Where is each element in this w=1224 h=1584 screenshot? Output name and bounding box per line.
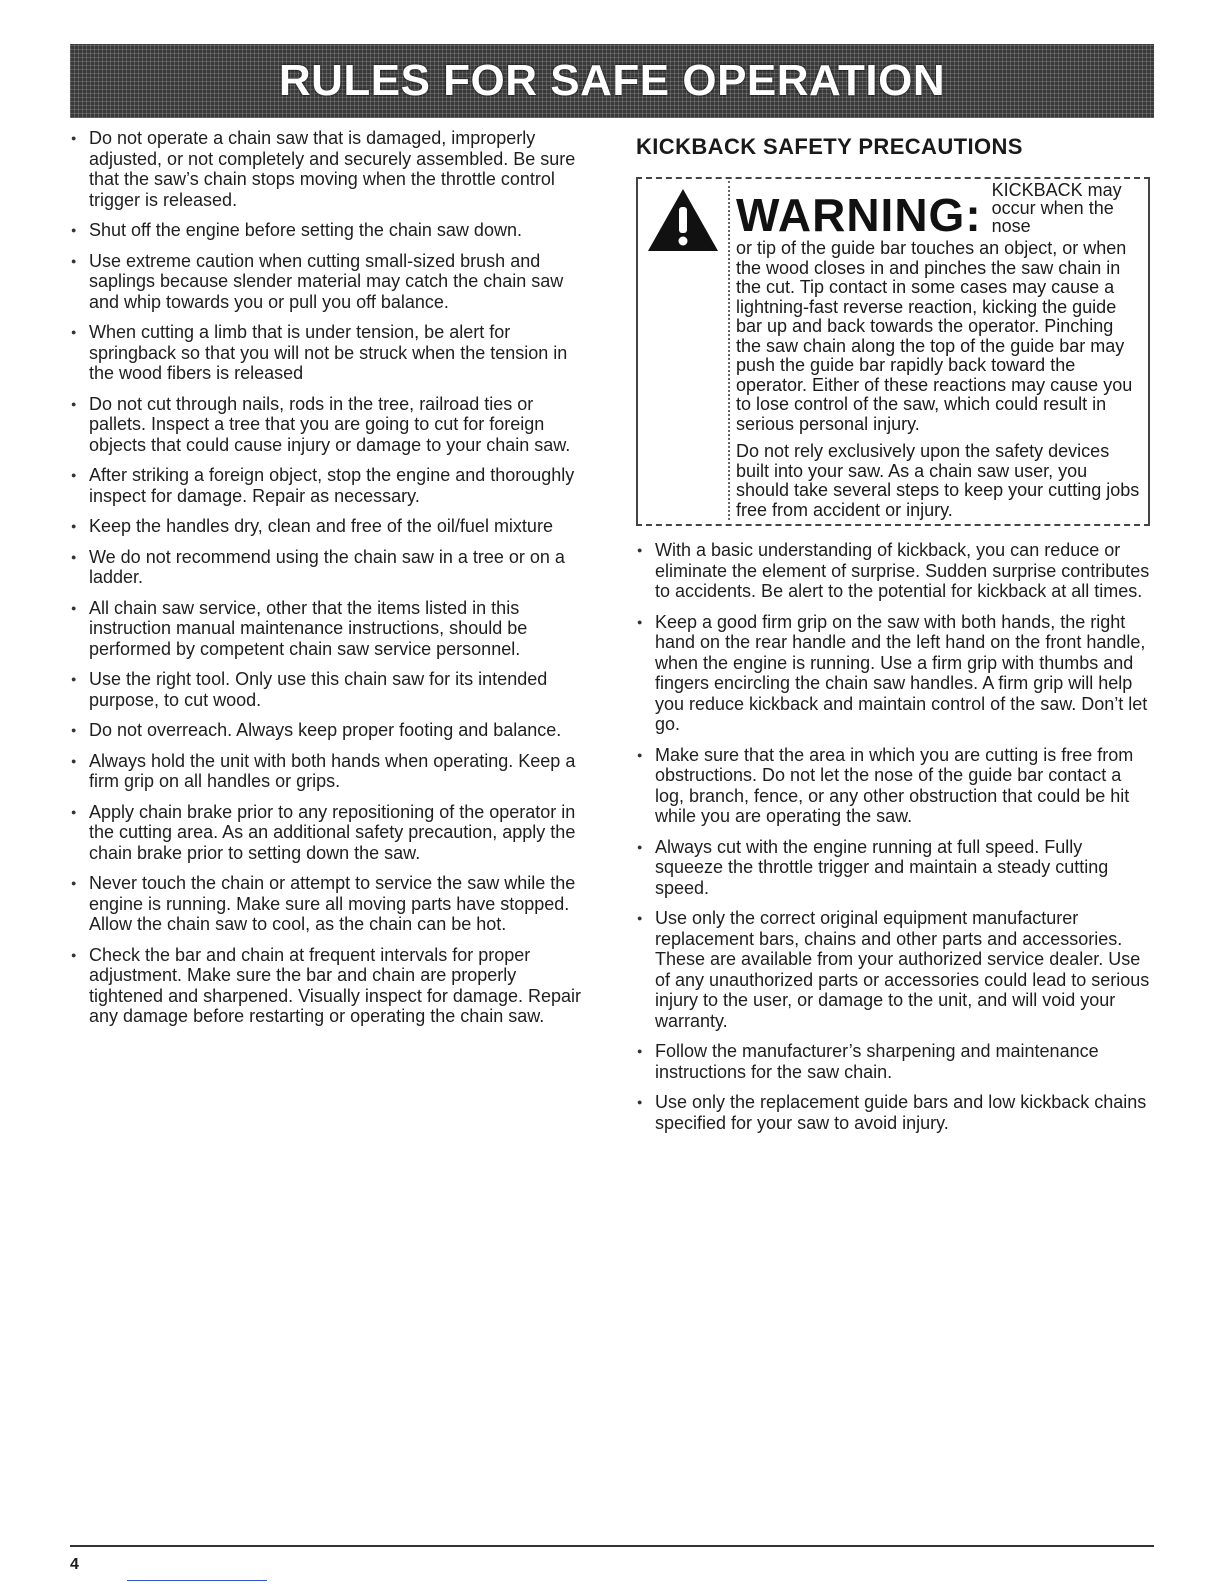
list-item: ● Check the bar and chain at frequent intervals for proper adjustment. Make sure the bar and chain are properly tightened and sharpened. Visually inspect for damage. Repair any damage before restarting or operating the chain saw.	[70, 945, 595, 1027]
list-item: ● Use the right tool. Only use this chain saw for its intended purpose, to cut wood.	[70, 669, 595, 710]
warning-text	[728, 181, 1142, 520]
warning-word: WARNING:	[736, 189, 982, 241]
list-item: ● Use only the replacement guide bars and low kickback chains specified for your saw to avoid injury.	[636, 1092, 1154, 1133]
list-item: ● When cutting a limb that is under tension, be alert for springback so that you will not be struck when the tension in the wood fibers is released	[70, 322, 595, 384]
safety-rules-list	[70, 128, 595, 1027]
page-number: 4	[70, 1556, 79, 1573]
left-column	[70, 128, 595, 1037]
warning-lead: KICKBACK may occur when the nose	[991, 180, 1122, 236]
list-item: ● Use only the correct original equipment manufacturer replacement bars, chains and other parts and accessories. These are available from your authorized service dealer. Use of any unauthorized parts or accessories could lead to serious injury to the user, or damage to the unit, and will void your warranty.	[636, 908, 1154, 1031]
list-item: ● Use extreme caution when cutting small-sized brush and saplings because slender material may catch the chain saw and whip towards you or pull you off balance.	[70, 251, 595, 313]
list-item: ● Follow the manufacturer’s sharpening and maintenance instructions for the saw chain.	[636, 1041, 1154, 1082]
list-item: ● Keep the handles dry, clean and free of the oil/fuel mixture	[70, 516, 595, 537]
right-column	[636, 128, 1154, 1143]
list-item: ● Keep a good firm grip on the saw with both hands, the right hand on the rear handle and the left hand on the front handle, when the engine is running. Use a firm grip with thumbs and fingers encircling the chain saw handles. A firm grip will help you reduce kickback and maintain control of the saw. Don’t let go.	[636, 612, 1154, 735]
page-title: RULES FOR SAFE OPERATION	[278, 56, 946, 105]
list-item: ● Do not cut through nails, rods in the tree, railroad ties or pallets. Inspect a tree that you are going to cut for foreign objects that could cause injury or damage to your chain saw.	[70, 394, 595, 456]
footer-rule	[70, 1545, 1154, 1547]
warning-box	[636, 177, 1150, 526]
list-item: ● Shut off the engine before setting the chain saw down.	[70, 220, 595, 241]
list-item: ● With a basic understanding of kickback, you can reduce or eliminate the element of surprise. Sudden surprise contributes to accidents. Be alert to the potential for kickback at all times.	[636, 540, 1154, 602]
list-item: ● All chain saw service, other that the items listed in this instruction manual maintenance instructions, should be performed by competent chain saw service personnel.	[70, 598, 595, 660]
warning-body-2: Do not rely exclusively upon the safety devices built into your saw. As a chain saw user, you should take several steps to keep your cutting jobs free from accident or injury.	[736, 441, 1140, 520]
title-banner	[70, 44, 1154, 118]
list-item: ● Always hold the unit with both hands when operating. Keep a firm grip on all handles or grips.	[70, 751, 595, 792]
kickback-heading: KICKBACK SAFETY PRECAUTIONS	[636, 134, 1023, 159]
list-item: ● Apply chain brake prior to any repositioning of the operator in the cutting area. As an additional safety precaution, apply the chain brake prior to setting down the saw.	[70, 802, 595, 864]
list-item: ● Do not operate a chain saw that is damaged, improperly adjusted, or not completely and securely assembled. Be sure that the saw’s chain stops moving when the throttle control trigger is released.	[70, 128, 595, 210]
footer-link-underline	[127, 1580, 267, 1581]
list-item: ● We do not recommend using the chain saw in a tree or on a ladder.	[70, 547, 595, 588]
warning-body: or tip of the guide bar touches an object, or when the wood closes in and pinches the saw chain in the cut. Tip contact in some cases may cause a lightning-fast reverse reaction, kicking the guide bar up and back towards the operator. Pinching the saw chain along the top of the guide bar may push the guide bar rapidly back toward the operator. Either of these reactions may cause you to lose control of the saw, which could result in serious personal injury.	[736, 238, 1133, 434]
list-item: ● Make sure that the area in which you are cutting is free from obstructions. Do not let the nose of the guide bar contact a log, branch, fence, or any other obstruction that could be hit while you are operating the saw.	[636, 745, 1154, 827]
list-item: ● Never touch the chain or attempt to service the saw while the engine is running. Make sure all moving parts have stopped. Allow the chain saw to cool, as the chain can be hot.	[70, 873, 595, 935]
list-item: ● Do not overreach. Always keep proper footing and balance.	[70, 720, 595, 741]
warning-triangle-icon	[638, 181, 728, 520]
list-item: ● Always cut with the engine running at full speed. Fully squeeze the throttle trigger and maintain a steady cutting speed.	[636, 837, 1154, 899]
list-item: ● After striking a foreign object, stop the engine and thoroughly inspect for damage. Repair as necessary.	[70, 465, 595, 506]
kickback-precautions-list	[636, 540, 1154, 1133]
